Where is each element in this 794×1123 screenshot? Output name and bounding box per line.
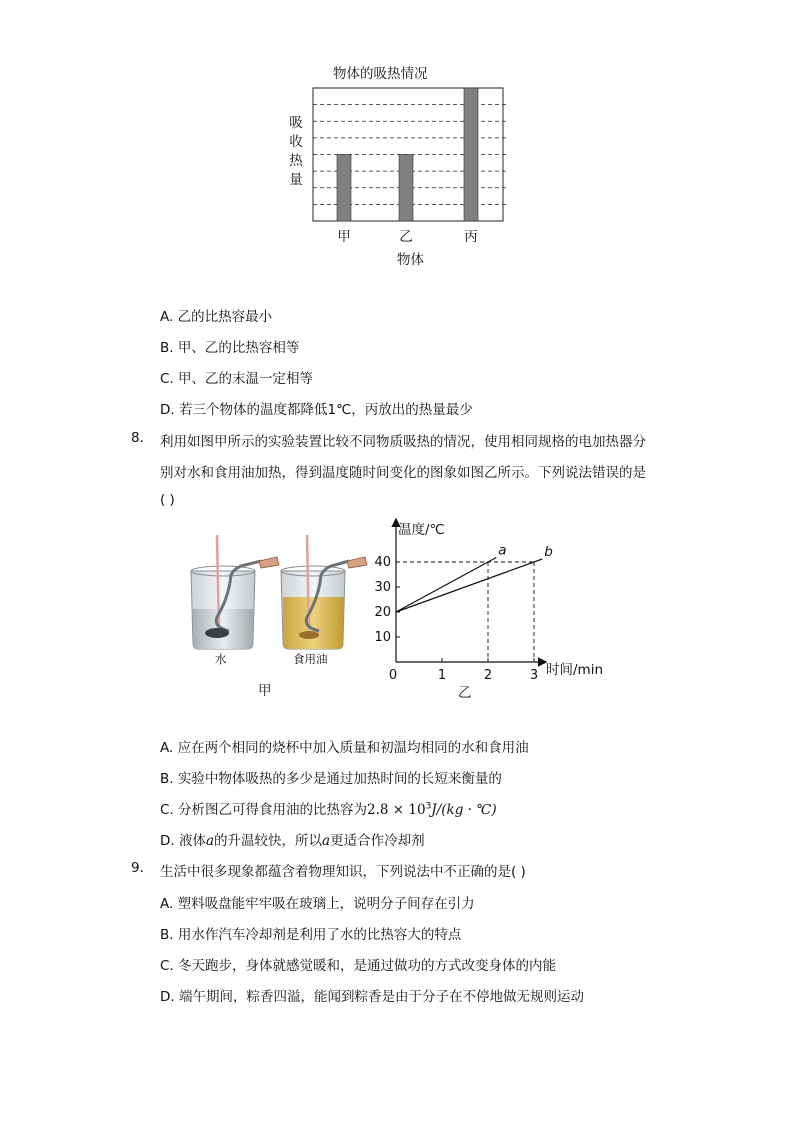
- water-label: 水: [215, 652, 227, 666]
- y-axis-label: 温度/℃: [398, 522, 445, 538]
- oil-label: 食用油: [293, 652, 328, 666]
- absorb-heat-chart-xlabel: 物体: [397, 252, 424, 268]
- q9-number: 9.: [131, 860, 144, 876]
- water-beaker: [191, 535, 279, 649]
- q8-option-c-exponent: 3: [425, 801, 432, 812]
- absorb-heat-chart-title: 物体的吸热情况: [333, 66, 428, 82]
- q8-number: 8.: [131, 430, 144, 446]
- bar-丙: [464, 88, 478, 221]
- x-tick-label: 乙: [399, 229, 413, 245]
- y-tick-label: 20: [374, 605, 391, 620]
- q8-option-c-value: 2.8 × 10: [367, 802, 426, 818]
- q8-option-b: B. 实验中物体吸热的多少是通过加热时间的长短来衡量的: [160, 771, 502, 787]
- ylabel-char: 热: [289, 153, 303, 169]
- y-tick-label: 30: [374, 580, 391, 595]
- q8-option-d-var: a: [205, 833, 215, 849]
- q8-option-d-text: 更适合作冷却剂: [330, 833, 425, 849]
- q9-option-d: D. 端午期间，粽香四溢，能闻到粽香是由于分子在不停地做无规则运动: [160, 989, 584, 1005]
- bar-乙: [399, 155, 413, 222]
- series-line-b: [396, 559, 542, 612]
- q9-stem: 生活中很多现象都蕴含着物理知识，下列说法中不正确的是( ): [160, 864, 526, 880]
- q8-option-d-var: a: [322, 833, 331, 849]
- y-tick-label: 10: [374, 630, 391, 645]
- q8-option-a: A. 应在两个相同的烧杯中加入质量和初温均相同的水和食用油: [160, 740, 529, 756]
- y-tick-label: 40: [374, 555, 391, 570]
- oil-beaker: [281, 535, 367, 649]
- q7-option-c: C. 甲、乙的末温一定相等: [160, 371, 314, 387]
- ylabel-char: 吸: [289, 115, 303, 131]
- ylabel-char: 收: [289, 134, 303, 150]
- q9-option-c: C. 冬天跑步，身体就感觉暖和，是通过做功的方式改变身体的内能: [160, 958, 557, 974]
- q8-stem-line2: 别对水和食用油加热，得到温度随时间变化的图象如图乙所示。下列说法错误的是: [160, 465, 646, 481]
- q8-option-c-text: C. 分析图乙可得食用油的比热容为: [160, 802, 368, 818]
- x-tick-label: 2: [483, 668, 493, 683]
- x-tick-label: 3: [529, 668, 539, 683]
- x-axis-label: 时间/min: [546, 662, 604, 678]
- x-tick-label: 1: [437, 668, 447, 683]
- beakers-illustration: [183, 535, 368, 655]
- q8-option-c-unit: J/(kg · ℃): [431, 802, 497, 818]
- q8-option-c: [160, 798, 497, 818]
- bar-甲: [337, 155, 351, 222]
- series-label-a: a: [498, 542, 507, 559]
- q8-option-d-text: 的升温较快，所以: [214, 833, 323, 849]
- q9-option-b: B. 用水作汽车冷却剂是利用了水的比热容大的特点: [160, 927, 462, 943]
- temperature-time-line-chart: [365, 512, 625, 687]
- series-label-b: b: [544, 544, 553, 560]
- q7-option-d: D. 若三个物体的温度都降低1℃，丙放出的热量最少: [160, 402, 473, 418]
- absorb-heat-bar-chart: [300, 80, 520, 270]
- figure-jia-label: 甲: [258, 683, 272, 699]
- q8-option-d-text: D. 液体: [160, 833, 206, 849]
- x-tick-label: 甲: [337, 229, 351, 245]
- q9-option-a: A. 塑料吸盘能牢牢吸在玻璃上，说明分子间存在引力: [160, 896, 475, 912]
- x-tick-label: 0: [388, 668, 398, 683]
- q8-stem-line1: 利用如图甲所示的实验装置比较不同物质吸热的情况，使用相同规格的电加热器分: [160, 434, 646, 450]
- q7-option-b: B. 甲、乙的比热容相等: [160, 340, 300, 356]
- figure-yi-label: 乙: [458, 685, 472, 701]
- x-tick-label: 丙: [464, 229, 478, 245]
- q8-option-d: [160, 829, 425, 849]
- series-line-a: [396, 558, 496, 613]
- q7-option-a: A. 乙的比热容最小: [160, 309, 273, 325]
- ylabel-char: 量: [289, 172, 303, 188]
- q8-stem-line3: ( ): [160, 492, 175, 508]
